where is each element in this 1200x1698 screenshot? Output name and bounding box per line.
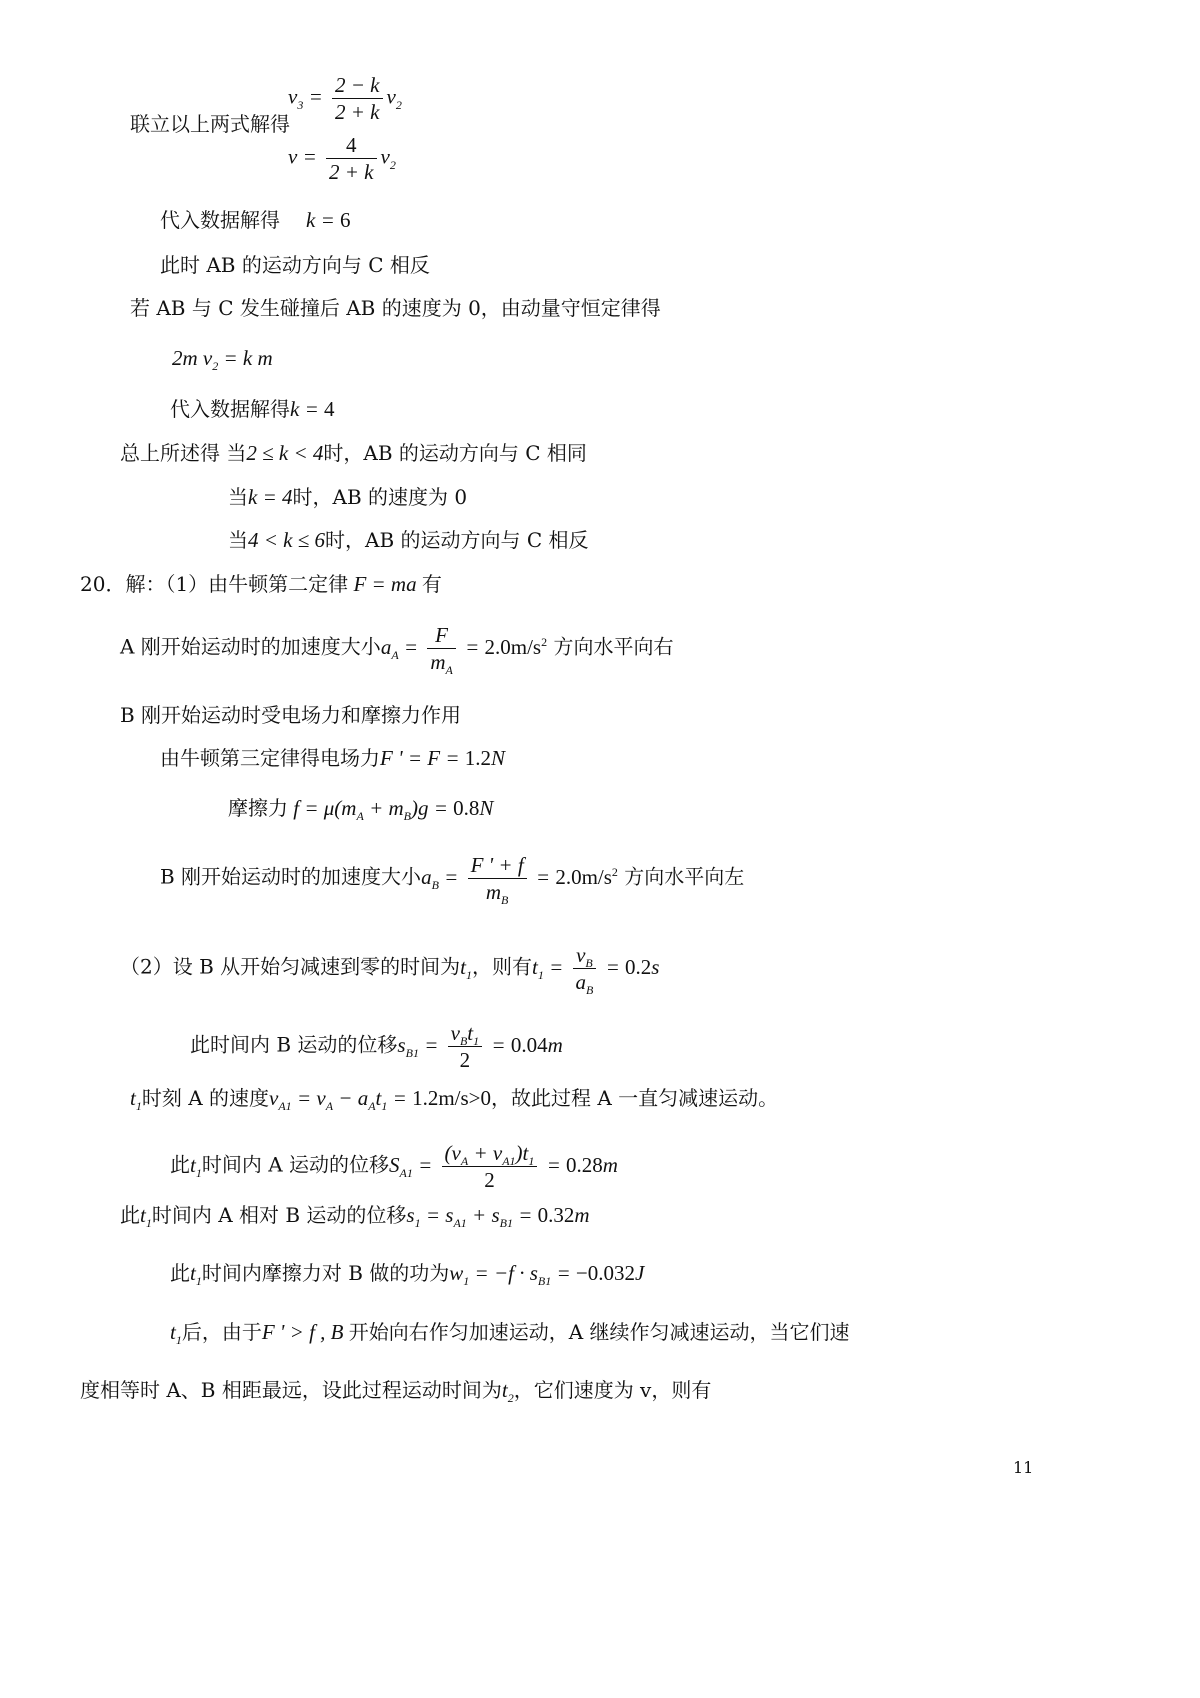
value-f: 0.8 (453, 796, 480, 820)
after-t1-description: 开始向右作匀加速运动，A 继续作匀减速运动，当它们速 (348, 1320, 850, 1344)
value-w1: −0.032 (575, 1261, 635, 1285)
text-substitute-k6: 代入数据解得 k = 6 (160, 208, 351, 232)
after-t1-label: 后，由于 (181, 1320, 262, 1344)
page-number: 11 (1013, 1458, 1034, 1477)
summary-case-2: 时，AB 的速度为 0 (292, 485, 468, 509)
text-substitute-label-2: 代入数据解得 (170, 397, 290, 421)
b-accel-label: B 刚开始运动时的加速度大小 (160, 864, 422, 889)
eq-v3: $v_3$ = $\frac{2 - k}{2 + k}$ $v_2$ (288, 73, 402, 125)
value-aB: 2.0m/s (555, 864, 612, 889)
value-aA: 2.0m/s (484, 634, 542, 659)
summary-prefix: 总上所述得 当 (120, 441, 247, 465)
equal-velocity-label: 度相等时 A、B 相距最远，设此过程运动时间为 (80, 1378, 502, 1402)
summary-when: 当 (228, 485, 248, 509)
value-t1: 0.2 (625, 954, 652, 979)
q20-have: 有 (421, 572, 442, 596)
q20-intro: 20．解：（1）由牛顿第二定律 (80, 572, 349, 596)
text-opposite-direction: 此时 AB 的运动方向与 C 相反 (160, 253, 430, 277)
text-substitute-label: 代入数据解得 (160, 208, 280, 232)
summary-case-1: 时，AB 的运动方向与 C 相同 (323, 441, 587, 465)
part2-then: ，则有 (471, 954, 532, 979)
summary-when-2: 当 (228, 528, 248, 552)
a-disp-this: 此 (170, 1152, 190, 1177)
a-displacement-label: 时间内 A 运动的位移 (201, 1152, 390, 1177)
text-substitute-k4: 代入数据解得k = 4 (170, 397, 335, 421)
text-summary-1: 总上所述得 当2 ≤ k < 4时，AB 的运动方向与 C 相同 (120, 441, 587, 465)
friction-work-label: 时间内摩擦力对 B 做的功为 (201, 1261, 450, 1285)
relative-displacement-label: 时间内 A 相对 B 运动的位移 (151, 1203, 407, 1227)
text-friction: 摩擦力 $f = \mu(m_A + m_B)g = 0.8N$ (228, 796, 494, 824)
value-SA1: 0.28 (566, 1152, 603, 1177)
equal-velocity-then: ，它们速度为 v，则有 (513, 1378, 712, 1402)
text-after-t1: $t_1$后，由于F ' > f , B 开始向右作匀加速运动，A 继续作匀减速运动，当它们速 (170, 1320, 850, 1348)
text-solve-together: 联立以上两式解得 (130, 112, 290, 136)
value-k4: 4 (324, 397, 335, 421)
a-velocity-label: 时刻 A 的速度 (141, 1086, 270, 1110)
value-s1: 0.32 (537, 1203, 575, 1227)
value-Fp: 1.2 (464, 746, 491, 770)
text-collision-zero: 若 AB 与 C 发生碰撞后 AB 的速度为 0，由动量守恒定律得 (130, 296, 661, 320)
rel-disp-this: 此 (120, 1203, 140, 1227)
value-vA1: 1.2m/s>0 (412, 1086, 491, 1110)
text-summary-2: 当k = 4时，AB 的速度为 0 (228, 485, 468, 509)
a-accel-direction: 方向水平向右 (553, 634, 674, 659)
text-a-displacement: 此$t_1$时间内 A 运动的位移$S_{A1}$ = $\frac{(v_A + v_{A1})t_1}{2}$ = 0.28m (170, 1141, 618, 1193)
text-b-accel: B 刚开始运动时的加速度大小$a_B$ = $\frac{F ' + f}{m_B}$ = $2.0m/s^2$ 方向水平向左 (160, 853, 745, 908)
text-relative-displacement: 此$t_1$时间内 A 相对 B 运动的位移$s_1 = s_{A1} + s_{B1} = 0.32m$ (120, 1203, 590, 1231)
text-b-forces: B 刚开始运动时受电场力和摩擦力作用 (120, 703, 462, 727)
text-equal-velocity: 度相等时 A、B 相距最远，设此过程运动时间为$t_2$，它们速度为 v，则有 (80, 1378, 712, 1406)
value-k6: 6 (340, 208, 351, 232)
text-a-accel: A 刚开始运动时的加速度大小$a_A$ = $\frac{F}{m_A}$ = $2.0m/s^2$ 方向水平向右 (120, 623, 674, 678)
electric-force-label: 由牛顿第三定律得电场力 (160, 746, 380, 770)
text-summary-3: 当4 < k ≤ 6时，AB 的运动方向与 C 相反 (228, 528, 589, 552)
text-electric-force: 由牛顿第三定律得电场力F ' = F = 1.2N (160, 746, 506, 770)
text-b-displacement: 此时间内 B 运动的位移$s_{B1}$ = $\frac{v_Bt_1}{2}$ = 0.04m (190, 1021, 563, 1073)
text-a-velocity-t1: $t_1$时刻 A 的速度$v_{A1} = v_A - a_At_1 = 1.2m/s>0$，故此过程 A 一直匀减速运动。 (130, 1086, 779, 1114)
part2-label: （2）设 B 从开始匀减速到零的时间为 (120, 954, 461, 979)
a-accel-label: A 刚开始运动时的加速度大小 (120, 634, 381, 659)
text-friction-work: 此$t_1$时间内摩擦力对 B 做的功为$w_1 = -f \cdot s_{B1} = -0.032J$ (170, 1261, 645, 1289)
work-this: 此 (170, 1261, 190, 1285)
eq-v: v = $\frac{4}{2 + k}$ $v_2$ (288, 133, 396, 185)
value-sB1: 0.04 (510, 1032, 548, 1057)
text-part2-t1: （2）设 B 从开始匀减速到零的时间为$t_1$，则有$t_1$ = $\frac{v_B}{a_B}$ = 0.2s (120, 943, 660, 998)
eq-momentum: 2m $v_2 = k$ m (172, 346, 273, 374)
friction-label: 摩擦力 (228, 796, 288, 820)
b-displacement-label: 此时间内 B 运动的位移 (190, 1032, 398, 1057)
a-velocity-conclusion: ，故此过程 A 一直匀减速运动。 (491, 1086, 779, 1110)
text-q20-header: 20．解：（1）由牛顿第二定律 F = ma 有 (80, 572, 442, 596)
summary-case-3: 时，AB 的运动方向与 C 相反 (325, 528, 589, 552)
b-accel-direction: 方向水平向左 (624, 864, 745, 889)
